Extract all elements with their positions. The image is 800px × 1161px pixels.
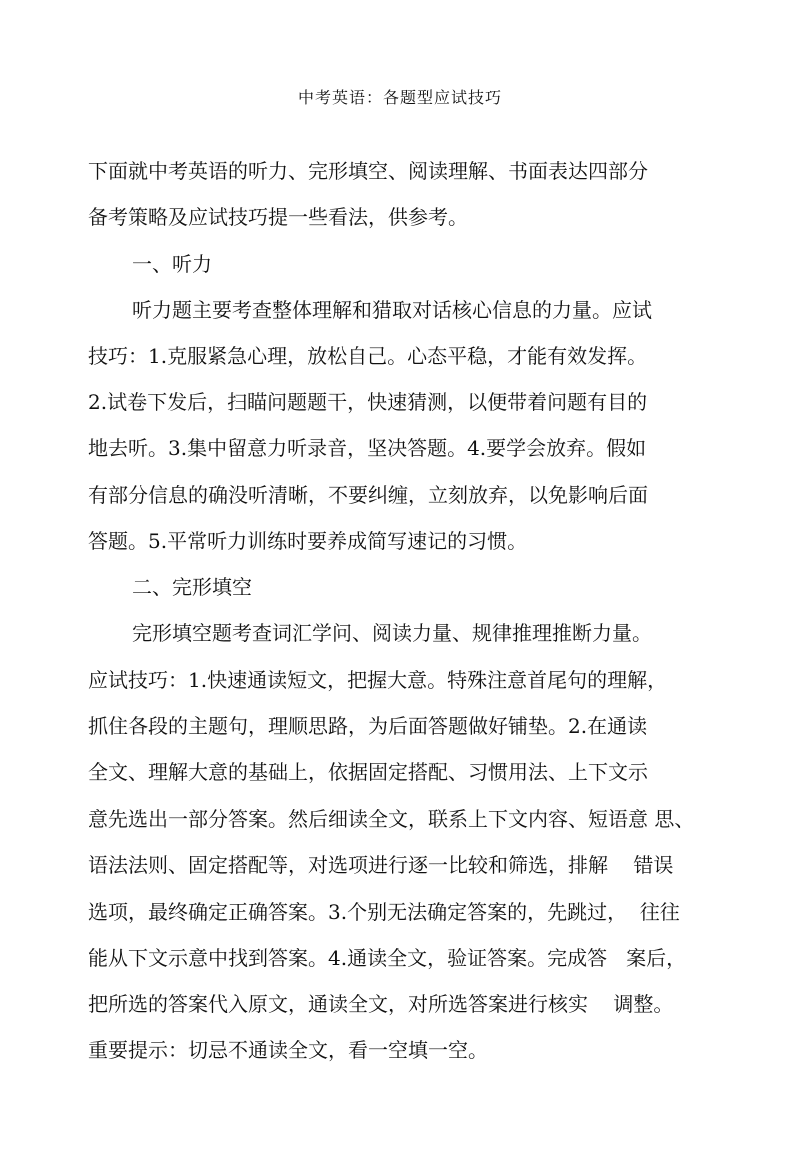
cloze-paragraph-line-6: 语法法则、固定搭配等，对选项进行逐一比较和筛选，排解 错误: [88, 853, 674, 877]
listening-paragraph-line-3: 2.试卷下发后，扫瞄问题题干，快速猜测，以便带着问题有目的: [88, 390, 648, 414]
section-heading-listening: 一、听力: [132, 252, 212, 276]
listening-paragraph-line-2: 技巧：1.克服紧急心理，放松自己。心态平稳，才能有效发挥。: [88, 344, 648, 368]
cloze-paragraph-line-5: 意先选出一部分答案。然后细读全文，联系上下文内容、短语意 思、: [88, 807, 695, 831]
listening-paragraph-line-1: 听力题主要考查整体理解和猎取对话核心信息的力量。应试: [132, 298, 652, 322]
cloze-paragraph-line-10: 重要提示：切忌不通读全文，看一空填一空。: [88, 1038, 488, 1062]
intro-line-2: 备考策略及应试技巧提一些看法，供参考。: [88, 205, 468, 229]
cloze-paragraph-line-8: 能从下文示意中找到答案。4.通读全文，验证答案。完成答 案后，: [88, 946, 687, 970]
section-heading-cloze: 二、完形填空: [132, 575, 252, 599]
intro-line-1: 下面就中考英语的听力、完形填空、阅读理解、书面表达四部分: [88, 159, 648, 183]
listening-paragraph-line-6: 答题。5.平常听力训练时要养成简写速记的习惯。: [88, 529, 528, 553]
listening-paragraph-line-4: 地去听。3.集中留意力听录音，坚决答题。4.要学会放弃。假如: [88, 436, 647, 460]
cloze-paragraph-line-3: 抓住各段的主题句，理顺思路，为后面答题做好铺垫。2.在通读: [88, 714, 648, 738]
listening-paragraph-line-5: 有部分信息的确没听清晰，不要纠缠，立刻放弃，以免影响后面: [88, 483, 648, 507]
cloze-paragraph-line-1: 完形填空题考查词汇学问、阅读力量、规律推理推断力量。: [132, 621, 652, 645]
cloze-paragraph-line-4: 全文、理解大意的基础上，依据固定搭配、习惯用法、上下文示: [88, 760, 648, 784]
document-title: 中考英语：各题型应试技巧: [297, 88, 502, 107]
cloze-paragraph-line-9: 把所选的答案代入原文，通读全文，对所选答案进行核实 调整。: [88, 992, 674, 1016]
cloze-paragraph-line-2: 应试技巧：1.快速通读短文，把握大意。特殊注意首尾句的理解，: [88, 668, 668, 692]
cloze-paragraph-line-7: 选项，最终确定正确答案。3.个别无法确定答案的，先跳过， 往往: [88, 900, 680, 924]
